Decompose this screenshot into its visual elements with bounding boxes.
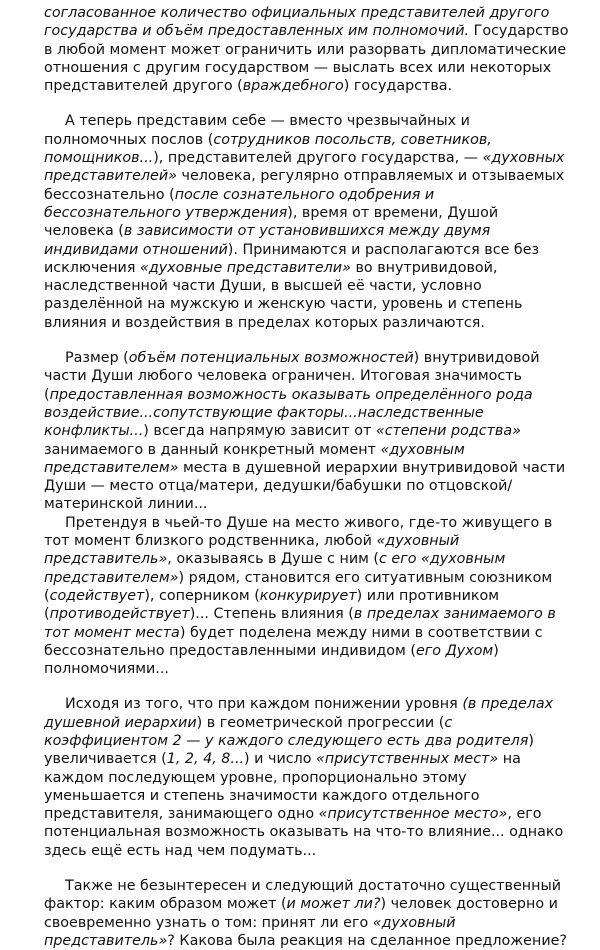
italic-text-span: предоставленная возможность оказывать определённого рода воздействие...сопутствующие факторы...наследственные конфликты... bbox=[44, 386, 533, 440]
italic-text-span: и может ли? bbox=[286, 896, 381, 913]
italic-text-span: «духовным представителем» bbox=[44, 441, 465, 476]
text-span: Размер ( bbox=[65, 350, 129, 367]
text-span: , оказываясь в Душе с ним ( bbox=[167, 551, 380, 568]
italic-text-span: в пределах занимаемого в тот момент места bbox=[44, 606, 556, 641]
italic-text-span: конкурирует bbox=[259, 587, 357, 604]
italic-text-span: сотрудников посольств, советников, помощников... bbox=[44, 131, 492, 167]
text-span: ) в геометрической прогрессии ( bbox=[196, 714, 445, 731]
paragraph-soul-size bbox=[44, 349, 572, 514]
text-span: ) рядом, становится его ситуативным союзником ( bbox=[44, 569, 553, 604]
text-span: )... Степень влияния ( bbox=[189, 606, 354, 623]
text-span: во внутривидовой, наследственной части Души, в высшей её части, условно разделённой на мужскую и женскую части, уровень и степень влияния и воздействия в пределах которых различаются. bbox=[44, 259, 523, 331]
text-span: на каждом последующем уровне, пропорционально этому уменьшается и степень значимости каждого отдельного представителя, занимающего одно bbox=[44, 751, 521, 823]
text-span: Государство в любой момент может ограничить или разорвать дипломатические отношения с другим государством — выслать всех или некоторых представителей другого ( bbox=[44, 23, 569, 95]
text-span: ) и число bbox=[244, 751, 317, 768]
italic-text-span: «духовный представитель» bbox=[44, 533, 460, 568]
text-span: ), соперником ( bbox=[144, 587, 260, 604]
text-span: Претендуя в чьей-то Душе на место живого, где-то живущего в тот момент близкого родственника, любой bbox=[44, 514, 553, 550]
italic-text-span: его Духом bbox=[415, 642, 494, 659]
text-span: ) внутривидовой части Души любого человека ограничен. Итоговая значимость ( bbox=[44, 350, 540, 403]
text-span: ) человек достоверно и своевременно узнать о том: принят ли его bbox=[44, 896, 558, 931]
italic-text-span: «духовные представители» bbox=[140, 259, 351, 276]
text-span: А теперь представим себе — вместо чрезвычайных и полномочных послов ( bbox=[44, 113, 470, 148]
italic-text-span: содействует bbox=[49, 587, 145, 604]
italic-text-span: «степени родства» bbox=[375, 423, 521, 440]
text-span: ) или противником ( bbox=[44, 587, 500, 623]
text-span: Также не безынтересен и следующий достаточно существенный фактор: каким образом может ( bbox=[44, 878, 562, 913]
italic-text-span: «присутственное место» bbox=[318, 806, 508, 823]
text-span: ), представителей другого государства, — bbox=[153, 150, 483, 167]
paragraph-relative-place bbox=[44, 514, 572, 679]
italic-text-span: с коэффициентом 2 — у каждого следующего есть два родителя bbox=[44, 714, 529, 749]
italic-text-span: «присутственных мест» bbox=[316, 751, 499, 768]
italic-text-span: «духовных представителей» bbox=[44, 150, 565, 185]
italic-text-span: согласованное количество официальных представителей другого государства и объём предоставленных им полномочий. bbox=[44, 5, 550, 40]
italic-text-span: 1, 2, 4, 8... bbox=[166, 751, 245, 768]
text-span: ), время от времени, Душой человека ( bbox=[44, 204, 499, 240]
italic-text-span: «духовный представитель» bbox=[44, 914, 456, 949]
text-span: ) полномочиями... bbox=[44, 642, 499, 678]
document-page bbox=[44, 4, 572, 950]
text-span: Исходя из того, что при каждом понижении уровня bbox=[65, 696, 463, 713]
italic-text-span: противодействует bbox=[49, 606, 190, 623]
paragraph-question bbox=[44, 877, 572, 950]
paragraph-spiritual-representatives bbox=[44, 112, 572, 332]
text-span: ) всегда напрямую зависит от bbox=[143, 423, 376, 440]
text-span: ). Принимаются и располагаются все без исключения bbox=[44, 241, 540, 276]
paragraph-diplomacy bbox=[44, 4, 572, 95]
italic-text-span: объём потенциальных возможностей bbox=[128, 350, 414, 367]
italic-text-span: (в пределах душевной иерархии bbox=[44, 696, 554, 731]
text-span: ) будет поделена между ними в соответствии с бессознательно предоставленными индивидом ( bbox=[44, 624, 543, 659]
paragraph-hierarchy-levels bbox=[44, 695, 572, 860]
text-span: ) увеличивается ( bbox=[44, 732, 534, 768]
text-span: ) государства. bbox=[343, 78, 453, 95]
text-span: занимаемого в данный конкретный момент bbox=[44, 441, 381, 458]
text-span: , его потенциальная возможность оказывать на что-то влияние... однако здесь ещё есть над чем подумать... bbox=[44, 806, 564, 859]
italic-text-span: враждебного bbox=[242, 78, 344, 95]
text-span: человека, регулярно отправляемых и отзываемых бессознательно ( bbox=[44, 168, 565, 203]
text-span: места в душевной иерархии внутривидовой части Души — место отца/матери, дедушки/бабушки по отцовской/материнской линии... bbox=[44, 459, 566, 513]
italic-text-span: после сознательного одобрения и бессознательного утверждения bbox=[44, 186, 435, 221]
italic-text-span: с его «духовным представителем» bbox=[44, 551, 506, 586]
italic-text-span: в зависимости от установившихся между двумя индивидами отношений bbox=[44, 223, 491, 258]
text-span: ? Какова была реакция на сделанное предложение? bbox=[167, 932, 568, 949]
